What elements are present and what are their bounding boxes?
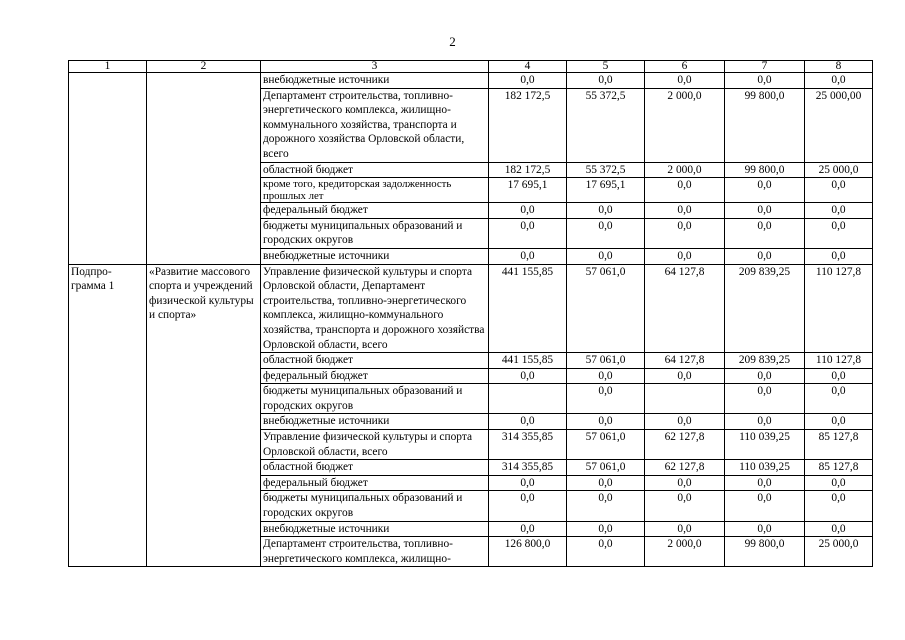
value-cell: 0,0 bbox=[645, 218, 725, 248]
source-cell: областной бюджет bbox=[261, 460, 489, 476]
value-cell: 0,0 bbox=[805, 203, 873, 219]
value-cell: 99 800,0 bbox=[725, 162, 805, 178]
value-cell: 57 061,0 bbox=[567, 264, 645, 353]
program-name-cell bbox=[147, 218, 261, 248]
value-cell: 0,0 bbox=[805, 178, 873, 203]
column-header: 7 bbox=[725, 61, 805, 73]
program-name-cell bbox=[147, 203, 261, 219]
value-cell: 2 000,0 bbox=[645, 88, 725, 162]
value-cell: 0,0 bbox=[805, 475, 873, 491]
value-cell: 0,0 bbox=[725, 384, 805, 414]
value-cell: 0,0 bbox=[645, 178, 725, 203]
value-cell: 0,0 bbox=[725, 248, 805, 264]
value-cell: 2 000,0 bbox=[645, 537, 725, 567]
program-name-cell bbox=[147, 430, 261, 460]
table-row bbox=[69, 203, 873, 219]
table-row bbox=[69, 88, 873, 162]
value-cell: 0,0 bbox=[725, 414, 805, 430]
value-cell: 110 039,25 bbox=[725, 460, 805, 476]
value-cell: 17 695,1 bbox=[489, 178, 567, 203]
value-cell: 0,0 bbox=[567, 491, 645, 521]
program-name-cell bbox=[147, 178, 261, 203]
value-cell: 0,0 bbox=[805, 368, 873, 384]
value-cell: 0,0 bbox=[725, 521, 805, 537]
value-cell: 0,0 bbox=[567, 248, 645, 264]
value-cell: 57 061,0 bbox=[567, 353, 645, 369]
value-cell: 0,0 bbox=[489, 203, 567, 219]
column-header: 8 bbox=[805, 61, 873, 73]
value-cell: 0,0 bbox=[489, 368, 567, 384]
value-cell: 0,0 bbox=[645, 203, 725, 219]
table-row bbox=[69, 264, 873, 353]
value-cell: 0,0 bbox=[805, 384, 873, 414]
value-cell: 0,0 bbox=[567, 521, 645, 537]
value-cell: 0,0 bbox=[805, 414, 873, 430]
program-name-cell bbox=[147, 414, 261, 430]
value-cell: 0,0 bbox=[725, 73, 805, 89]
budget-table bbox=[68, 60, 873, 567]
program-name-cell bbox=[147, 537, 261, 567]
column-header: 2 bbox=[147, 61, 261, 73]
value-cell: 55 372,5 bbox=[567, 162, 645, 178]
program-code-cell bbox=[69, 491, 147, 521]
table-row bbox=[69, 475, 873, 491]
value-cell: 0,0 bbox=[567, 414, 645, 430]
column-header: 6 bbox=[645, 61, 725, 73]
value-cell: 17 695,1 bbox=[567, 178, 645, 203]
value-cell: 0,0 bbox=[805, 248, 873, 264]
source-cell: федеральный бюджет bbox=[261, 475, 489, 491]
source-cell: Департамент строительства, топливно-энергетического комплекса, жилищно- bbox=[261, 537, 489, 567]
source-cell: кроме того, кредиторская задолженность прошлых лет bbox=[261, 178, 489, 203]
value-cell bbox=[489, 384, 567, 414]
value-cell: 0,0 bbox=[725, 368, 805, 384]
table-row bbox=[69, 384, 873, 414]
program-code-cell bbox=[69, 88, 147, 162]
column-header: 4 bbox=[489, 61, 567, 73]
program-name-cell bbox=[147, 88, 261, 162]
value-cell: 182 172,5 bbox=[489, 162, 567, 178]
value-cell: 0,0 bbox=[805, 73, 873, 89]
value-cell: 126 800,0 bbox=[489, 537, 567, 567]
source-cell: внебюджетные источники bbox=[261, 521, 489, 537]
value-cell: 182 172,5 bbox=[489, 88, 567, 162]
value-cell: 0,0 bbox=[645, 475, 725, 491]
program-code-cell bbox=[69, 537, 147, 567]
program-name-cell bbox=[147, 384, 261, 414]
value-cell: 441 155,85 bbox=[489, 264, 567, 353]
value-cell: 64 127,8 bbox=[645, 264, 725, 353]
value-cell: 25 000,0 bbox=[805, 537, 873, 567]
source-cell: Управление физической культуры и спорта Орловской области, Департамент строительства, топливно-энергетического комплекса, жилищно-коммунального хозяйства, транспорта и дорожного хозяйства Орловской области, всего bbox=[261, 264, 489, 353]
program-code-cell bbox=[69, 203, 147, 219]
program-name-cell bbox=[147, 162, 261, 178]
program-code-cell bbox=[69, 430, 147, 460]
value-cell: 0,0 bbox=[489, 218, 567, 248]
value-cell: 0,0 bbox=[567, 475, 645, 491]
table-row bbox=[69, 414, 873, 430]
value-cell: 62 127,8 bbox=[645, 460, 725, 476]
table-row bbox=[69, 178, 873, 203]
table-row bbox=[69, 162, 873, 178]
value-cell: 0,0 bbox=[805, 491, 873, 521]
value-cell: 0,0 bbox=[725, 218, 805, 248]
source-cell: федеральный бюджет bbox=[261, 368, 489, 384]
column-header: 1 bbox=[69, 61, 147, 73]
source-cell: внебюджетные источники bbox=[261, 73, 489, 89]
value-cell: 314 355,85 bbox=[489, 460, 567, 476]
value-cell: 0,0 bbox=[567, 218, 645, 248]
value-cell: 110 127,8 bbox=[805, 353, 873, 369]
source-cell: областной бюджет bbox=[261, 353, 489, 369]
value-cell: 57 061,0 bbox=[567, 430, 645, 460]
source-cell: Департамент строительства, топливно-энергетического комплекса, жилищно-коммунального хозяйства, транспорта и дорожного хозяйства Орловской области, всего bbox=[261, 88, 489, 162]
table-row bbox=[69, 368, 873, 384]
value-cell: 0,0 bbox=[567, 203, 645, 219]
column-number-row bbox=[69, 61, 873, 73]
value-cell: 0,0 bbox=[725, 491, 805, 521]
page-number: 2 bbox=[449, 34, 456, 49]
program-code-cell: Подпро-грамма 1 bbox=[69, 264, 147, 353]
value-cell: 0,0 bbox=[645, 248, 725, 264]
value-cell: 0,0 bbox=[725, 203, 805, 219]
source-cell: бюджеты муниципальных образований и городских округов bbox=[261, 218, 489, 248]
value-cell bbox=[645, 384, 725, 414]
value-cell: 99 800,0 bbox=[725, 88, 805, 162]
value-cell: 0,0 bbox=[489, 414, 567, 430]
value-cell: 110 039,25 bbox=[725, 430, 805, 460]
value-cell: 2 000,0 bbox=[645, 162, 725, 178]
program-code-cell bbox=[69, 218, 147, 248]
value-cell: 0,0 bbox=[567, 537, 645, 567]
value-cell: 99 800,0 bbox=[725, 537, 805, 567]
column-header: 3 bbox=[261, 61, 489, 73]
program-code-cell bbox=[69, 521, 147, 537]
program-code-cell bbox=[69, 248, 147, 264]
table-row bbox=[69, 460, 873, 476]
value-cell: 0,0 bbox=[489, 248, 567, 264]
value-cell: 0,0 bbox=[645, 414, 725, 430]
program-name-cell bbox=[147, 491, 261, 521]
program-code-cell bbox=[69, 178, 147, 203]
table-row bbox=[69, 430, 873, 460]
value-cell: 85 127,8 bbox=[805, 430, 873, 460]
source-cell: внебюджетные источники bbox=[261, 414, 489, 430]
program-name-cell bbox=[147, 475, 261, 491]
value-cell: 62 127,8 bbox=[645, 430, 725, 460]
value-cell: 0,0 bbox=[645, 491, 725, 521]
program-name-cell bbox=[147, 353, 261, 369]
table-row bbox=[69, 248, 873, 264]
value-cell: 0,0 bbox=[645, 521, 725, 537]
value-cell: 0,0 bbox=[805, 521, 873, 537]
program-code-cell bbox=[69, 353, 147, 369]
value-cell: 209 839,25 bbox=[725, 353, 805, 369]
value-cell: 55 372,5 bbox=[567, 88, 645, 162]
value-cell: 0,0 bbox=[725, 475, 805, 491]
program-code-cell bbox=[69, 460, 147, 476]
source-cell: внебюджетные источники bbox=[261, 248, 489, 264]
program-code-cell bbox=[69, 414, 147, 430]
value-cell: 0,0 bbox=[489, 475, 567, 491]
table-row bbox=[69, 218, 873, 248]
program-code-cell bbox=[69, 73, 147, 89]
value-cell: 0,0 bbox=[567, 384, 645, 414]
program-name-cell bbox=[147, 460, 261, 476]
value-cell: 0,0 bbox=[645, 368, 725, 384]
value-cell: 85 127,8 bbox=[805, 460, 873, 476]
program-name-cell bbox=[147, 521, 261, 537]
program-name-cell bbox=[147, 368, 261, 384]
source-cell: федеральный бюджет bbox=[261, 203, 489, 219]
value-cell: 64 127,8 bbox=[645, 353, 725, 369]
value-cell: 0,0 bbox=[489, 73, 567, 89]
value-cell: 0,0 bbox=[645, 73, 725, 89]
table-row bbox=[69, 353, 873, 369]
source-cell: областной бюджет bbox=[261, 162, 489, 178]
program-code-cell bbox=[69, 162, 147, 178]
program-code-cell bbox=[69, 384, 147, 414]
table-row bbox=[69, 491, 873, 521]
value-cell: 110 127,8 bbox=[805, 264, 873, 353]
program-code-cell bbox=[69, 475, 147, 491]
value-cell: 0,0 bbox=[567, 368, 645, 384]
value-cell: 0,0 bbox=[567, 73, 645, 89]
table-row bbox=[69, 521, 873, 537]
program-name-cell bbox=[147, 248, 261, 264]
value-cell: 0,0 bbox=[489, 521, 567, 537]
program-code-cell bbox=[69, 368, 147, 384]
value-cell: 0,0 bbox=[725, 178, 805, 203]
value-cell: 441 155,85 bbox=[489, 353, 567, 369]
program-name-cell bbox=[147, 73, 261, 89]
value-cell: 314 355,85 bbox=[489, 430, 567, 460]
source-cell: бюджеты муниципальных образований и городских округов bbox=[261, 491, 489, 521]
source-cell: бюджеты муниципальных образований и городских округов bbox=[261, 384, 489, 414]
column-header: 5 bbox=[567, 61, 645, 73]
program-name-cell: «Развитие массового спорта и учреждений физической культуры и спорта» bbox=[147, 264, 261, 353]
value-cell: 25 000,00 bbox=[805, 88, 873, 162]
value-cell: 25 000,0 bbox=[805, 162, 873, 178]
value-cell: 0,0 bbox=[489, 491, 567, 521]
value-cell: 0,0 bbox=[805, 218, 873, 248]
table-row bbox=[69, 537, 873, 567]
table-row bbox=[69, 73, 873, 89]
value-cell: 209 839,25 bbox=[725, 264, 805, 353]
value-cell: 57 061,0 bbox=[567, 460, 645, 476]
source-cell: Управление физической культуры и спорта Орловской области, всего bbox=[261, 430, 489, 460]
